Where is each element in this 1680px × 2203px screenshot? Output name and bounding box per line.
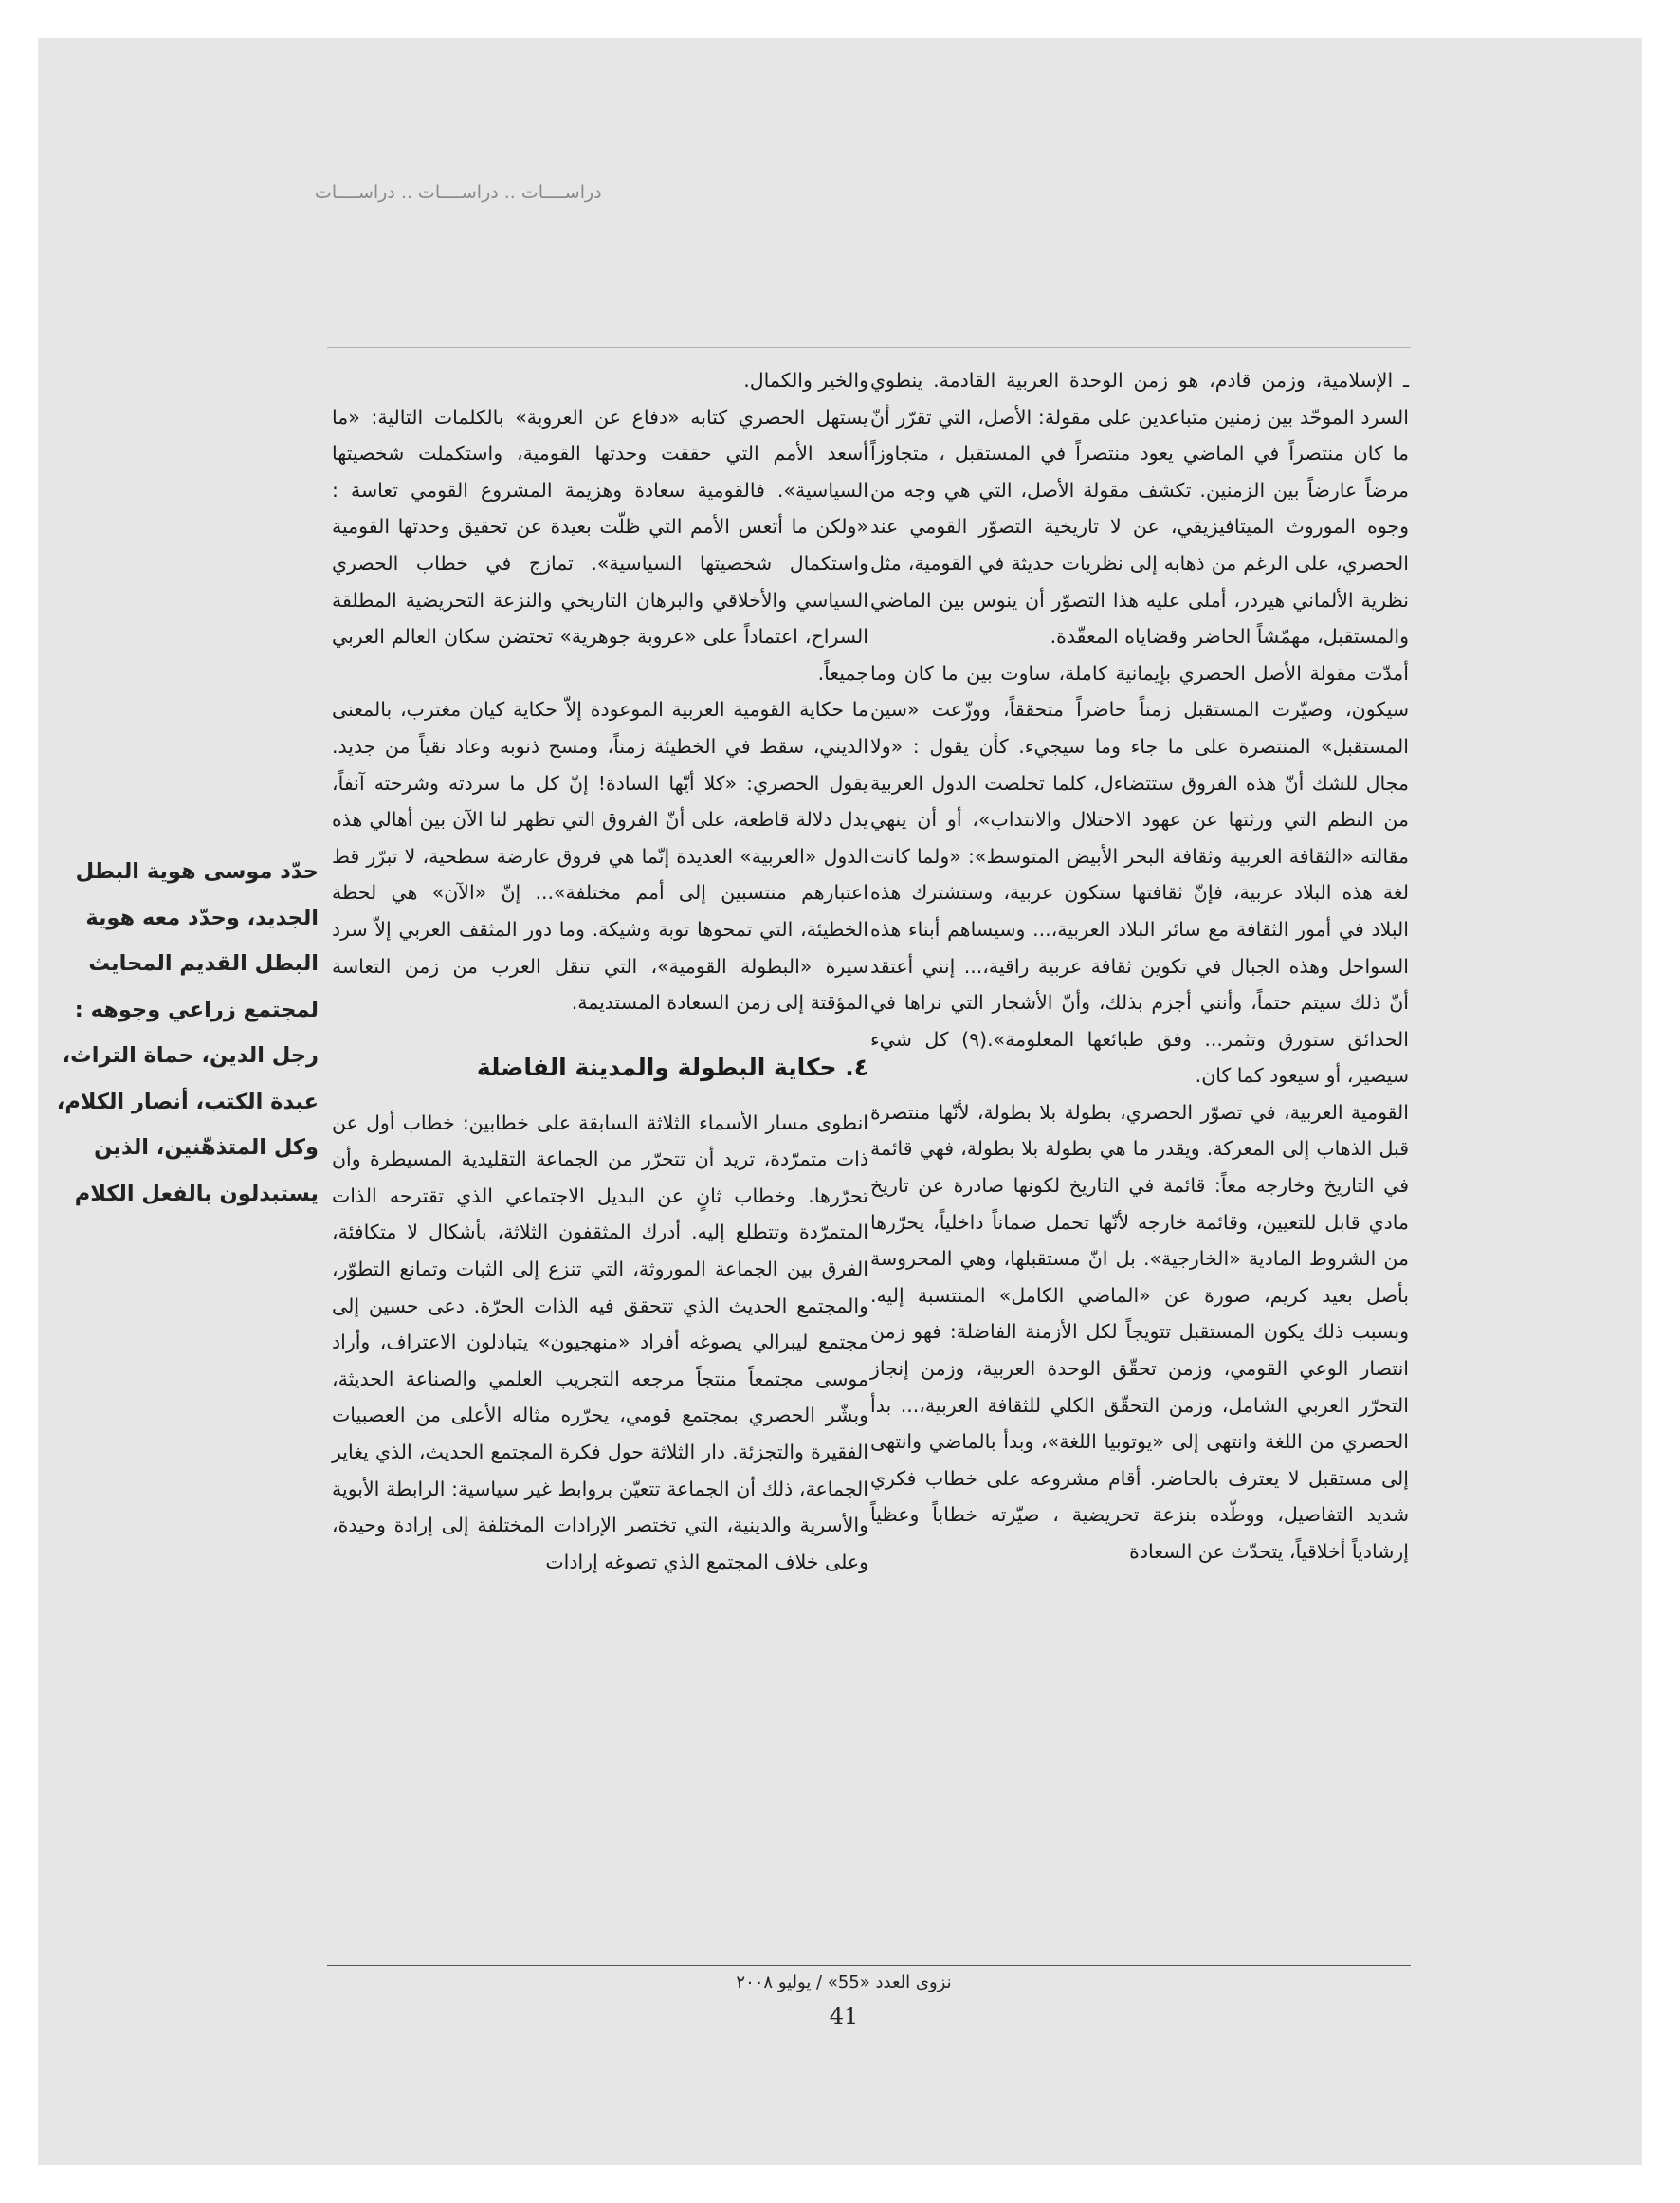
article-column-left (332, 362, 868, 1580)
bottom-divider (327, 1965, 1411, 1966)
page-number: 41 (829, 2003, 859, 2029)
paragraph: القومية العربية، في تصوّر الحصري، بطولة بلا بطولة، لأنّها منتصرة قبل الذهاب إلى المعركة. ويقدر ما هي بطولة بلا بطولة، فهي قائمة في التاريخ وخارجه معاً: قائمة في التاريخ لكونها صادرة عن تاريخ مادي قابل للتعيين، وقائمة خارجه لأنّها تحمل ضماناً داخلياً، يحرّرها من الشروط المادية «الخارجية». بل انّ مستقبلها، وهي المحروسة بأصل بعيد كريم، صورة عن «الماضي الكامل» المنتسبة إليه. وبسبب ذلك يكون المستقبل تتويجاً لكل الأزمنة الفاضلة: فهو زمن انتصار الوعي القومي، وزمن تحقّق الوحدة العربية، وزمن إنجاز التحرّر العربي الشامل، وزمن التحقّق الكلي للثقافة العربية،... بدأ الحصري من اللغة وانتهى إلى «يوتوبيا اللغة»، وبدأ بالماضي وانتهى إلى مستقبل لا يعترف بالحاضر. أقام مشروعه على خطاب فكري شديد التفاصيل، ووطّده بنزعة تحريضية ، صيّرته خطاباً وعظياً إرشادياً أخلاقياً، يتحدّث عن السعادة (870, 1100, 1409, 1563)
paragraph: انطوى مسار الأسماء الثلاثة السابقة على خطابين: خطاب أول عن ذات متمرّدة، تريد أن تتحرّر من الجماعة التقليدية المسيطرة وأن تحرّرها. وخطاب ثانٍ عن البديل الاجتماعي الذي تقترحه الذات المتمرّدة وتتطلع إليه. أدرك المثقفون الثلاثة، بأشكال لا متكافئة، الفرق بين الجماعة الموروثة، التي تنزع إلى الثبات وتمانع التطوّر، والمجتمع الحديث الذي تتحقق فيه الذات الحرّة. دعى حسين إلى مجتمع ليبرالي يصوغه أفراد «منهجيون» يتبادلون الاعتراف، وأراد موسى مجتمعاً منتجاً مرجعه التجريب العلمي والصناعة الحديثة، وبشّر الحصري بمجتمع قومي، يحرّره مثاله الأعلى من العصبيات الفقيرة والتجزئة. دار الثلاثة حول فكرة المجتمع الحديث، الذي يغاير الجماعة، ذلك أن الجماعة تتعيّن بروابط غير سياسية: الرابطة الأبوية والأسرية والدينية، التي تختصر الإرادات المختلفة إلى إرادة وحيدة، وعلى خلاف المجتمع الذي تصوغه إرادات (332, 1111, 868, 1573)
article-column-right (870, 362, 1409, 1570)
running-header: دراســــات .. دراســــات .. دراســــات (315, 182, 602, 203)
paragraph: أمدّت مقولة الأصل الحصري بإيمانية كاملة، ساوت بين ما كان وما سيكون، وصيّرت المستقبل زمناً حاضراً متحققاً، ووزّعت «سين المستقبل» المنتصرة على ما جاء وما سيجيء. كأن يقول : «ولا مجال للشك أنّ هذه الفروق ستتضاءل، كلما تخلصت الدول العربية من النظم التي ورثتها عن عهود الاحتلال والانتداب»، أو أن ينهي مقالته «الثقافة العربية وثقافة البحر الأبيض المتوسط»: «ولما كانت لغة هذه البلاد عربية، فإنّ ثقافتها ستكون عربية، وستشترك هذه البلاد في أمور الثقافة مع سائر البلاد العربية،... وسيساهم أبناء هذه السواحل وهذه الجبال في تكوين ثقافة عربية راقية،... إنني أعتقد أنّ ذلك سيتم حتماً، وأنني أجزم بذلك، وأنّ الأشجار التي نراها في الحدائق ستورق وتثمر... وفق طبائعها المعلومة».(٩) كل شيء سيصير، أو سيعود كما كان. (870, 661, 1409, 1088)
pull-quote: حدّد موسى هوية البطل الجديد، وحدّد معه هوية البطل القديم المحايث لمجتمع زراعي وجوهه : رجل الدين، حماة التراث، عبدة الكتب، أنصار الكلام، وكل المتذهّنين، الذين يستبدلون بالفعل الكلام (56, 859, 319, 1206)
section-heading: ٤. حكاية البطولة والمدينة الفاضلة (476, 1053, 868, 1081)
paragraph: يستهل الحصري كتابه «دفاع عن العروبة» بالكلمات التالية: «ما أسعد الأمم التي حققت وحدتها القومية، واستكملت شخصيتها السياسية». فالقومية سعادة وهزيمة المشروع القومي تعاسة : «ولكن ما أتعس الأمم التي ظلّت بعيدة عن تحقيق وحدتها القومية واستكمال شخصيتها السياسية». تمازج في خطاب الحصري السياسي والأخلاقي والبرهان التاريخي والنزعة التحريضية المطلقة السراح، اعتماداً على «عروبة جوهرية» تحتضن سكان العالم العربي جميعاً. (332, 405, 868, 685)
issue-footer: نزوى العدد «55» / يوليو ٢٠٠٨ (736, 1973, 952, 1992)
top-divider (327, 347, 1411, 348)
paragraph: والخير والكمال. (743, 369, 868, 392)
paragraph: ما حكاية القومية العربية الموعودة إلاّ حكاية كيان مغترب، بالمعنى الديني، سقط في الخطيئة زمناً، ومسح ذنوبه وعاد نقياً من جديد. يقول الحصري: «كلا أيّها السادة! إنّ كل ما سردته وشرحته آنفاً، يدل دلالة قاطعة، على أنّ الفروق التي تظهر لنا الآن بين أهالي هذه الدول «العربية» العديدة إنّما هي فروق عارضة سطحية، لا تبرّر قط اعتبارهم منتسبين إلى أمم مختلفة»... إنّ «الآن» هي لحظة الخطيئة، التي تمحوها توبة وشيكة. وما دور المثقف العربي إلاّ سرد سيرة «البطولة القومية»، التي تنقل العرب من زمن التعاسة المؤقتة إلى زمن السعادة المستديمة. (332, 698, 868, 1015)
paragraph: ـ الإسلامية، وزمن قادم، هو زمن الوحدة العربية القادمة. ينطوي السرد الموحّد بين زمنين متباعدين على مقولة: الأصل، التي تقرّر أنّ ما كان منتصراً في الماضي يعود منتصراً في المستقبل ، متجاوزاً مرضاً عارضاً بين الزمنين. تكشف مقولة الأصل، التي هي وجه من وجوه الموروث الميتافيزيقي، عن لا تاريخية التصوّر القومي عند الحصري، على الرغم من ذهابه إلى نظريات حديثة في القومية، مثل نظرية الألماني هيردر، أملى عليه هذا التصوّر أن ينوس بين الماضي والمستقبل، مهمّشاً الحاضر وقضاياه المعقّدة. (870, 369, 1409, 649)
